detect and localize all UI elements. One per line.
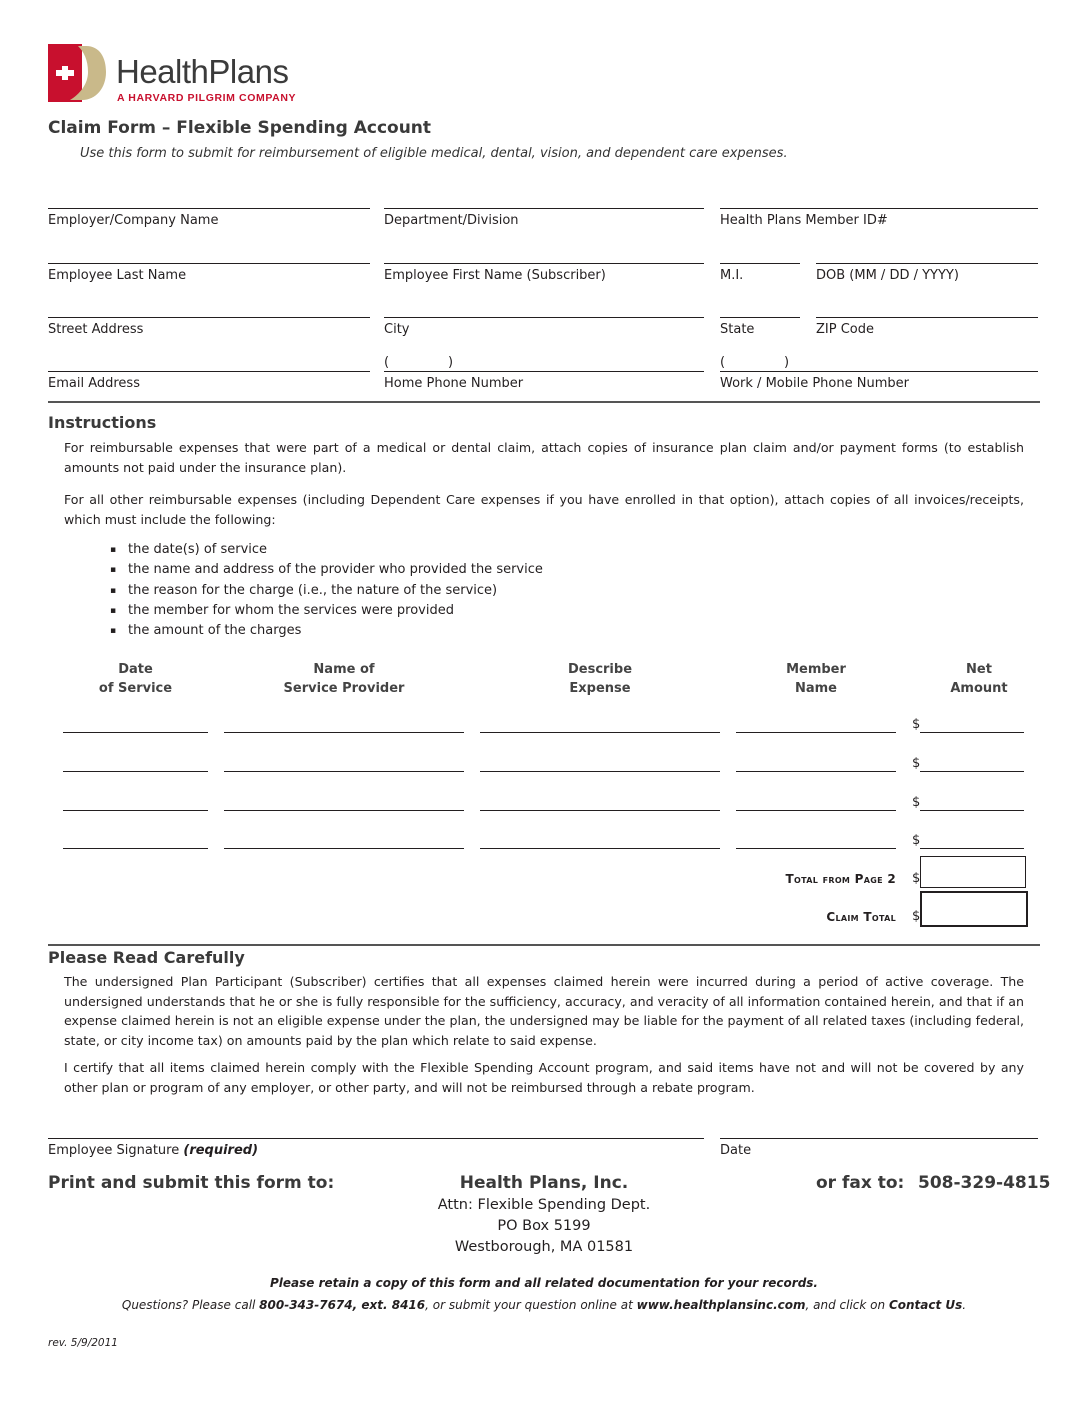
attn-line: Attn: Flexible Spending Dept. — [437, 1197, 651, 1213]
instructions-heading: Instructions — [48, 413, 157, 432]
claim-total-input[interactable] — [920, 891, 1028, 927]
signature-label-text: Employee Signature — [48, 1143, 180, 1158]
col-header-line: Amount — [950, 681, 1008, 696]
currency-symbol: $ — [912, 833, 921, 848]
certification-para-2: I certify that all items claimed herein comply with the Flexible Spending Account program, and said items have not and will not be covered by any other plan or program of any employer, or other party, and will not be reimbursed through a rebate program. — [64, 1060, 1024, 1095]
revision-date: rev. 5/9/2011 — [48, 1337, 118, 1349]
section-divider — [48, 944, 1040, 946]
net-amount-input[interactable] — [920, 771, 1024, 772]
expense-input[interactable] — [480, 771, 720, 772]
list-item: ▪ the amount of the charges — [110, 621, 543, 641]
col-header-date — [63, 660, 208, 698]
po-box: PO Box 5199 — [497, 1218, 591, 1234]
first-name-label: Employee First Name (Subscriber) — [384, 268, 606, 283]
fax-number: 508-329-4815 — [918, 1173, 1051, 1193]
col-header-line: Name of — [313, 662, 375, 677]
mi-field[interactable] — [720, 263, 800, 264]
net-amount-input[interactable] — [920, 810, 1024, 811]
member-name-input[interactable] — [736, 732, 896, 733]
member-name-input[interactable] — [736, 810, 896, 811]
healthplans-logo-icon — [48, 44, 106, 102]
state-field[interactable] — [720, 317, 800, 318]
mi-label: M.I. — [720, 268, 744, 283]
email-field[interactable] — [48, 371, 370, 372]
retain-note: Please retain a copy of this form and all related documentation for your records. — [269, 1276, 818, 1290]
claim-total-currency: $ — [912, 909, 921, 924]
list-item: ▪ the name and address of the provider who provided the service — [110, 560, 543, 580]
zip-label: ZIP Code — [816, 322, 874, 337]
company-name: Health Plans, Inc. — [459, 1173, 629, 1193]
currency-symbol: $ — [912, 717, 921, 732]
department-label: Department/Division — [384, 213, 519, 228]
questions-text: , and click on — [805, 1298, 889, 1312]
work-phone-field[interactable] — [720, 371, 1038, 372]
questions-text: Questions? Please call — [121, 1298, 260, 1312]
provider-input[interactable] — [224, 771, 464, 772]
signature-label — [48, 1143, 258, 1158]
total-page2-currency: $ — [912, 871, 921, 886]
home-phone-field[interactable] — [384, 371, 704, 372]
certification-para-1: The undersigned Plan Participant (Subscriber) certifies that all expenses claimed herein were incurred during a period of active coverage. The undersigned understands that he or she is fully responsible for the sufficiency, accuracy, and veracity of all information contained herein, and that if an expense claimed herein is not an eligible expense under the plan, the undersigned may be liable for the payment of all related taxes (including federal, state, or city income tax) on amounts paid by the plan which relate to said expense. — [64, 974, 1024, 1048]
date-label: Date — [720, 1143, 752, 1158]
col-header-line: Date — [118, 662, 153, 677]
list-item: ▪ the member for whom the services were provided — [110, 601, 543, 621]
col-header-member — [736, 660, 896, 698]
logo-tagline: A HARVARD PILGRIM COMPANY — [117, 92, 297, 104]
member-id-label: Health Plans Member ID# — [720, 213, 888, 228]
home-phone-paren-open: ( — [384, 355, 390, 370]
fax-label: or fax to: — [816, 1173, 905, 1193]
net-amount-input[interactable] — [920, 848, 1024, 849]
requirements-list — [110, 540, 543, 641]
last-name-field[interactable] — [48, 263, 370, 264]
total-page2-label: Total from Page 2 — [785, 872, 896, 886]
questions-text: , or submit your question online at — [425, 1298, 637, 1312]
first-name-field[interactable] — [384, 263, 704, 264]
col-header-line: Service Provider — [283, 681, 405, 696]
col-header-line: of Service — [98, 681, 173, 696]
work-phone-paren-open: ( — [720, 355, 726, 370]
member-id-field[interactable] — [720, 208, 1038, 209]
print-submit-label: Print and submit this form to: — [48, 1173, 335, 1193]
claim-total-label: Claim Total — [826, 910, 896, 924]
expense-input[interactable] — [480, 810, 720, 811]
col-header-provider — [224, 660, 464, 698]
city-label: City — [384, 322, 410, 337]
form-subtitle: Use this form to submit for reimbursement of eligible medical, dental, vision, and dependent care expenses. — [80, 146, 788, 161]
questions-text: . — [962, 1298, 967, 1312]
employer-field[interactable] — [48, 208, 370, 209]
dob-field[interactable] — [816, 263, 1038, 264]
total-page2-input[interactable] — [920, 856, 1026, 888]
col-header-expense — [480, 660, 720, 698]
col-header-line: Expense — [569, 681, 631, 696]
section-divider — [48, 401, 1040, 403]
col-header-line: Net — [966, 662, 992, 677]
street-label: Street Address — [48, 322, 144, 337]
last-name-label: Employee Last Name — [48, 268, 187, 283]
instructions-para-2: For all other reimbursable expenses (including Dependent Care expenses if you have enrolled in that option), attach copies of all invoices/receipts, which must include the following: — [64, 492, 1024, 527]
expense-input[interactable] — [480, 732, 720, 733]
logo-wordmark: HealthPlans — [116, 53, 289, 90]
read-carefully-heading: Please Read Carefully — [48, 948, 245, 967]
date-of-service-input[interactable] — [63, 848, 208, 849]
col-header-line: Name — [794, 681, 837, 696]
signature-field[interactable] — [48, 1138, 704, 1139]
work-phone-label: Work / Mobile Phone Number — [720, 376, 909, 391]
support-phone: 800-343-7674, ext. 8416 — [259, 1298, 426, 1312]
street-field[interactable] — [48, 317, 370, 318]
expense-input[interactable] — [480, 848, 720, 849]
contact-us-link[interactable]: Contact Us — [888, 1298, 963, 1312]
date-field[interactable] — [720, 1138, 1038, 1139]
col-header-line: Describe — [567, 662, 633, 677]
instructions-para-1: For reimbursable expenses that were part of a medical or dental claim, attach copies of insurance plan claim and/or payment forms (to establish amounts not paid under the insurance plan). — [64, 440, 1024, 475]
currency-symbol: $ — [912, 795, 921, 810]
work-phone-paren-close: ) — [784, 355, 790, 370]
employer-label: Employer/Company Name — [48, 213, 219, 228]
date-of-service-input[interactable] — [63, 771, 208, 772]
provider-input[interactable] — [224, 848, 464, 849]
col-header-amount — [932, 660, 1026, 698]
home-phone-label: Home Phone Number — [384, 376, 524, 391]
col-header-line: Member — [786, 662, 846, 677]
home-phone-paren-close: ) — [448, 355, 454, 370]
questions-line — [0, 1298, 1088, 1312]
email-label: Email Address — [48, 376, 140, 391]
list-item: ▪ the date(s) of service — [110, 540, 543, 560]
list-item: ▪ the reason for the charge (i.e., the nature of the service) — [110, 581, 543, 601]
provider-input[interactable] — [224, 732, 464, 733]
state-label: State — [720, 322, 755, 337]
date-of-service-input[interactable] — [63, 732, 208, 733]
currency-symbol: $ — [912, 756, 921, 771]
city-field[interactable] — [384, 317, 704, 318]
zip-field[interactable] — [816, 317, 1038, 318]
department-field[interactable] — [384, 208, 704, 209]
date-of-service-input[interactable] — [63, 810, 208, 811]
form-title: Claim Form – Flexible Spending Account — [48, 118, 432, 138]
website-link[interactable]: www.healthplansinc.com — [636, 1298, 806, 1312]
net-amount-input[interactable] — [920, 732, 1024, 733]
member-name-input[interactable] — [736, 848, 896, 849]
provider-input[interactable] — [224, 810, 464, 811]
required-note: (required) — [183, 1143, 259, 1158]
dob-label: DOB (MM / DD / YYYY) — [816, 268, 959, 283]
member-name-input[interactable] — [736, 771, 896, 772]
city-state-zip: Westborough, MA 01581 — [454, 1239, 634, 1255]
